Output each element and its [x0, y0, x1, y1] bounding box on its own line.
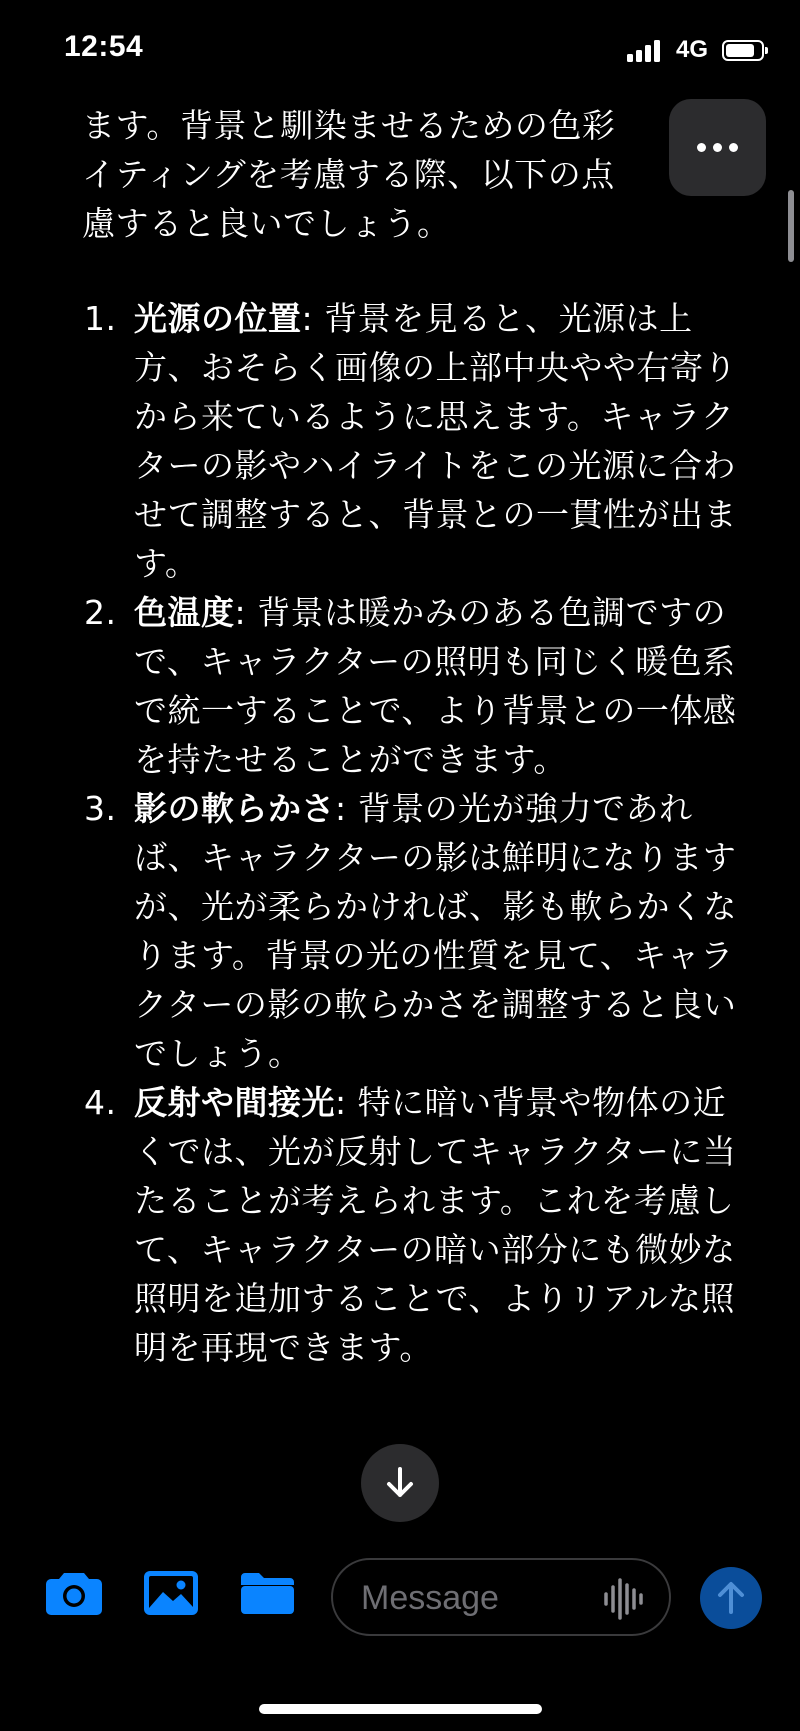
lighting-points-list — [82, 294, 742, 1372]
point-text: : 背景は暖かみのある色調ですので、キャラクターの照明も同じく暖色系で統一することで、より背景との一体感を持たせることができます。 — [134, 593, 737, 779]
folder-icon — [240, 1570, 295, 1616]
list-number: 1. — [84, 299, 117, 338]
cellular-signal-icon — [627, 38, 660, 62]
point-text: : 特に暗い背景や物体の近くでは、光が反射してキャラクターに当たることが考えられます。これを考慮して、キャラクターの暗い部分にも微妙な照明を追加することで、よりリアルな照明を再現できます。 — [134, 1083, 737, 1367]
point-text: : 背景の光が強力であれば、キャラクターの影は鮮明になりますが、光が柔らかければ、影も軟らかくなります。背景の光の性質を見て、キャラクターの影の軟らかさを調整すると良いでしょう。 — [134, 789, 737, 1073]
list-number: 3. — [84, 789, 117, 828]
message-input[interactable] — [359, 1574, 593, 1622]
list-item — [82, 784, 742, 1078]
list-number: 4. — [84, 1083, 117, 1122]
scroll-to-bottom-button[interactable] — [361, 1444, 439, 1522]
arrow-down-icon — [385, 1466, 415, 1500]
send-button[interactable] — [700, 1567, 762, 1629]
point-heading: 色温度 — [134, 593, 235, 632]
point-heading: 光源の位置 — [134, 299, 302, 338]
network-type: 4G — [675, 36, 708, 63]
voice-waveform-icon[interactable] — [603, 1577, 645, 1621]
list-number: 2. — [84, 593, 117, 632]
list-item — [82, 1078, 742, 1372]
home-indicator[interactable] — [259, 1704, 542, 1714]
camera-button[interactable] — [45, 1570, 103, 1620]
point-heading: 影の軟らかさ — [134, 789, 335, 828]
arrow-up-icon — [717, 1581, 745, 1615]
status-bar — [0, 0, 800, 100]
message-input-container[interactable] — [331, 1558, 671, 1636]
scrollbar[interactable] — [788, 190, 794, 262]
camera-icon — [45, 1570, 103, 1616]
message-intro: ます。背景と馴染ませるための色彩 イティングを考慮する際、以下の点 慮すると良いでしょう。 — [82, 106, 616, 243]
files-button[interactable] — [240, 1570, 295, 1620]
battery-icon — [722, 40, 764, 61]
point-heading: 反射や間接光 — [134, 1083, 335, 1122]
ellipsis-icon — [697, 143, 706, 152]
status-indicators — [627, 36, 764, 64]
status-time: 12:54 — [64, 30, 144, 63]
list-item — [82, 588, 742, 784]
more-options-button[interactable] — [669, 99, 766, 196]
list-item — [82, 294, 742, 588]
photo-library-button[interactable] — [143, 1570, 199, 1620]
point-text: : 背景を見ると、光源は上方、おそらく画像の上部中央やや右寄りから来ているように思えます。キャラクターの影やハイライトをこの光源に合わせて調整すると、背景との一貫性が出ます。 — [134, 299, 737, 583]
composer-bar — [0, 1550, 800, 1650]
photo-icon — [143, 1570, 199, 1616]
assistant-message — [82, 101, 742, 1372]
